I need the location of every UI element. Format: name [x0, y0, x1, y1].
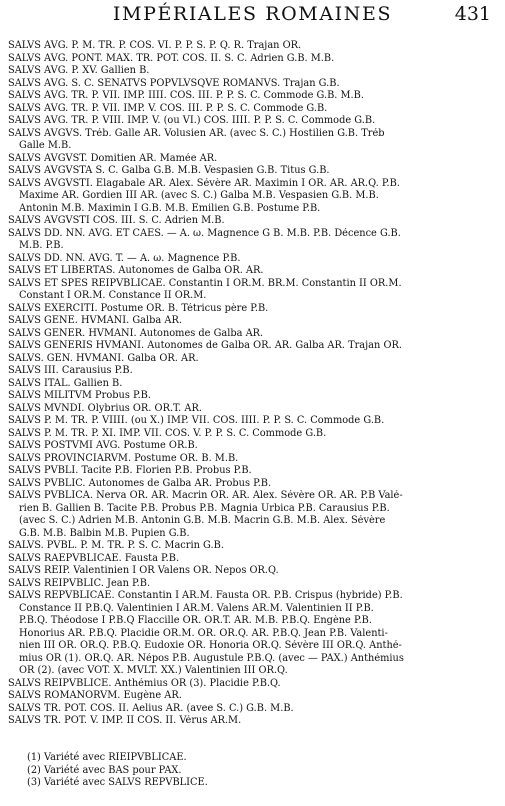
entry-line: SALVS III. Carausius P.B. — [8, 365, 133, 376]
footnote: (1) Variété avec RIEIPVBLICAE. — [27, 752, 187, 763]
entry-line: SALVS ET LIBERTAS. Autonomes de Galba OR. AR. — [8, 265, 264, 276]
entry-line: SALVS P. M. TR. P. VIIII. (ou X.) IMP. VII. COS. IIII. P. P. S. C. Commode G.B. — [8, 415, 385, 426]
entry-continuation: Constant I OR.M. Constance II OR.M. — [19, 290, 207, 301]
page-number: 431 — [454, 3, 491, 25]
entry-line: SALVS ITAL. Gallien B. — [8, 377, 123, 389]
page-header — [0, 3, 505, 29]
entry-continuation: Honorius AR. P.B.Q. Placidie OR.M. OR. OR.Q. AR. P.B.Q. Jean P.B. Valenti- — [19, 627, 388, 639]
entry-continuation: P.B.Q. Théodose I P.B.Q Flaccille OR. OR.T. AR. M.B. P.B.Q. Engène P.B. — [19, 615, 373, 626]
entry-line: SALVS AVGVSTI. Elagabale AR. Alex. Sévère AR. Maximin I OR. AR. AR.Q. P.B. — [8, 177, 400, 189]
entry-line: SALVS AVG. S. C. SENATVS POPVLVSQVE ROMANVS. Trajan G.B. — [8, 77, 340, 89]
entry-line: SALVS AVG. P. XV. Gallien B. — [8, 65, 150, 76]
entry-line: SALVS REIPVBLICE. Anthémius OR (3). Placidie P.B.Q. — [8, 677, 281, 689]
entry-line: SALVS REIPVBLIC. Jean P.B. — [8, 577, 151, 589]
entry-line: SALVS PROVINCIARVM. Postume OR. B. M.B. — [8, 452, 239, 464]
entry-line: SALVS ET SPES REIPVBLICAE. Constantin I OR.M. BR.M. Constantin II OR.M. — [8, 277, 402, 289]
entry-line: SALVS PVBLI. Tacite P.B. Florien P.B. Probus P.B. — [8, 465, 252, 476]
entry-line: SALVS AVGVS. Tréb. Galle AR. Volusien AR. (avec S. C.) Hostilien G.B. Tréb — [8, 127, 385, 139]
entry-continuation: Galle M.B. — [19, 140, 72, 151]
entry-line: SALVS MILITVM Probus P.B. — [8, 390, 151, 401]
entry-line: SALVS POSTVMI AVG. Postume OR.B. — [8, 440, 198, 451]
entry-line: SALVS AVGVSTI COS. III. S. C. Adrien M.B. — [8, 215, 225, 226]
entry-line: SALVS TR. POT. V. IMP. II COS. II. Vérus AR.M. — [8, 715, 242, 726]
entry-line: SALVS TR. POT. COS. II. Aelius AR. (avee S. C.) G.B. M.B. — [8, 702, 294, 714]
entry-line: SALVS REIP. Valentinien I OR Valens OR. Nepos OR.Q. — [8, 565, 279, 576]
entry-line: SALVS AVG. PONT. MAX. TR. POT. COS. II. S. C. Adrien G.B. M.B. — [8, 52, 335, 64]
entry-line: SALVS GENER. HVMANI. Autonomes de Galba AR. — [8, 327, 264, 339]
entry-continuation: M.B. P.B. — [19, 240, 64, 251]
entry-line: SALVS RAEPVBLICAE. Fausta P.B. — [8, 552, 180, 564]
entry-line: SALVS DD. NN. AVG. T. — A. ω. Magnence P.B. — [8, 252, 241, 264]
entry-line: SALVS AVG. TR. P. VII. IMP. IIII. COS. III. P. P. S. C. Commode G.B. M.B. — [8, 90, 364, 101]
entry-line: SALVS GENERIS HVMANI. Autonomes de Galba OR. AR. Galba AR. Trajan OR. — [8, 340, 402, 351]
running-title: IMPÉRIALES ROMAINES — [112, 3, 393, 25]
entry-line: SALVS REPVBLICAE. Constantin I AR.M. Fausta OR. P.B. Crispus (hybride) P.B. — [8, 590, 403, 601]
entry-line: SALVS AVG. P. M. TR. P. COS. VI. P. P. S. P. Q. R. Trajan OR. — [8, 40, 302, 51]
entry-continuation: G.B. M.B. Balbin M.B. Pupien G.B. — [19, 527, 190, 539]
entry-continuation: Antonin M.B. Maximin I G.B. M.B. Emilien G.B. Postume P.B. — [19, 202, 321, 214]
entry-line: SALVS ROMANORVM. Eugène AR. — [8, 690, 182, 701]
entry-line: SALVS AVGVSTA S. C. Galba G.B. M.B. Vespasien G.B. Titus G.B. — [8, 165, 330, 176]
entry-continuation: mius OR (1). OR.Q. AR. Népos P.B. Augustule P.B.Q. (avec — PAX.) Anthémius — [19, 652, 404, 664]
entry-continuation: OR (2). (avec VOT. X. MVLT. XX.) Valentinien III OR.Q. — [19, 665, 288, 676]
catalog-entries — [8, 40, 497, 728]
entry-line: SALVS PVBLICA. Nerva OR. AR. Macrin OR. AR. Alex. Sévère OR. AR. P.B Valé- — [8, 490, 403, 501]
footnotes — [27, 752, 208, 790]
footnote: (2) Variété avec BAS pour PAX. — [27, 764, 182, 776]
entry-line: SALVS AVGVST. Domitien AR. Mamée AR. — [8, 152, 218, 164]
footnote: (3) Variété avec SALVS REPVBLICE. — [27, 777, 208, 788]
entry-line: SALVS MVNDI. Olybrius OR. OR.T. AR. — [8, 402, 202, 414]
entry-continuation: Maxime AR. Gordien III AR. (avec S. C.) Galba M.B. Vespasien G.B. M.B. — [19, 190, 379, 201]
entry-continuation: (avec S. C.) Adrien M.B. Antonin G.B. M.B. Macrin G.B. M.B. Alex. Sévère — [19, 515, 386, 526]
entry-continuation: Constance II P.B.Q. Valentinien I AR.M. Valens AR.M. Valentinien II P.B. — [19, 602, 374, 614]
entry-line: SALVS. GEN. HVMANI. Galba OR. AR. — [8, 352, 199, 364]
entry-line: SALVS P. M. TR. P. XI. IMP. VII. COS. V. P. P. S. C. Commode G.B. — [8, 427, 327, 439]
entry-continuation: nien III OR. OR.Q. P.B.Q. Eudoxie OR. Honoria OR.Q. Sévère III OR.Q. Anthé- — [19, 640, 402, 651]
entry-line: SALVS EXERCITI. Postume OR. B. Tétricus père P.B. — [8, 302, 269, 314]
entry-line: SALVS AVG. TR. P. VIII. IMP. V. (ou VI.) COS. IIII. P. P. S. C. Commode G.B. — [8, 115, 376, 126]
entry-line: SALVS. PVBL. P. M. TR. P. S. C. Macrin G.B. — [8, 540, 224, 551]
entry-line: SALVS GENE. HVMANI. Galba AR. — [8, 315, 182, 326]
entry-line: SALVS AVG. TR. P. VII. IMP. V. COS. III. P. P. S. C. Commode G.B. — [8, 102, 328, 114]
entry-line: SALVS PVBLIC. Autonomes de Galba AR. Probus P.B. — [8, 477, 272, 489]
entry-continuation: rien B. Gallien B. Tacite P.B. Probus P.B. Magnia Urbica P.B. Carausius P.B. — [19, 502, 390, 514]
entry-line: SALVS DD. NN. AVG. ET CAES. — A. ω. Magnence G B. M.B. P.B. Décence G.B. — [8, 227, 401, 239]
